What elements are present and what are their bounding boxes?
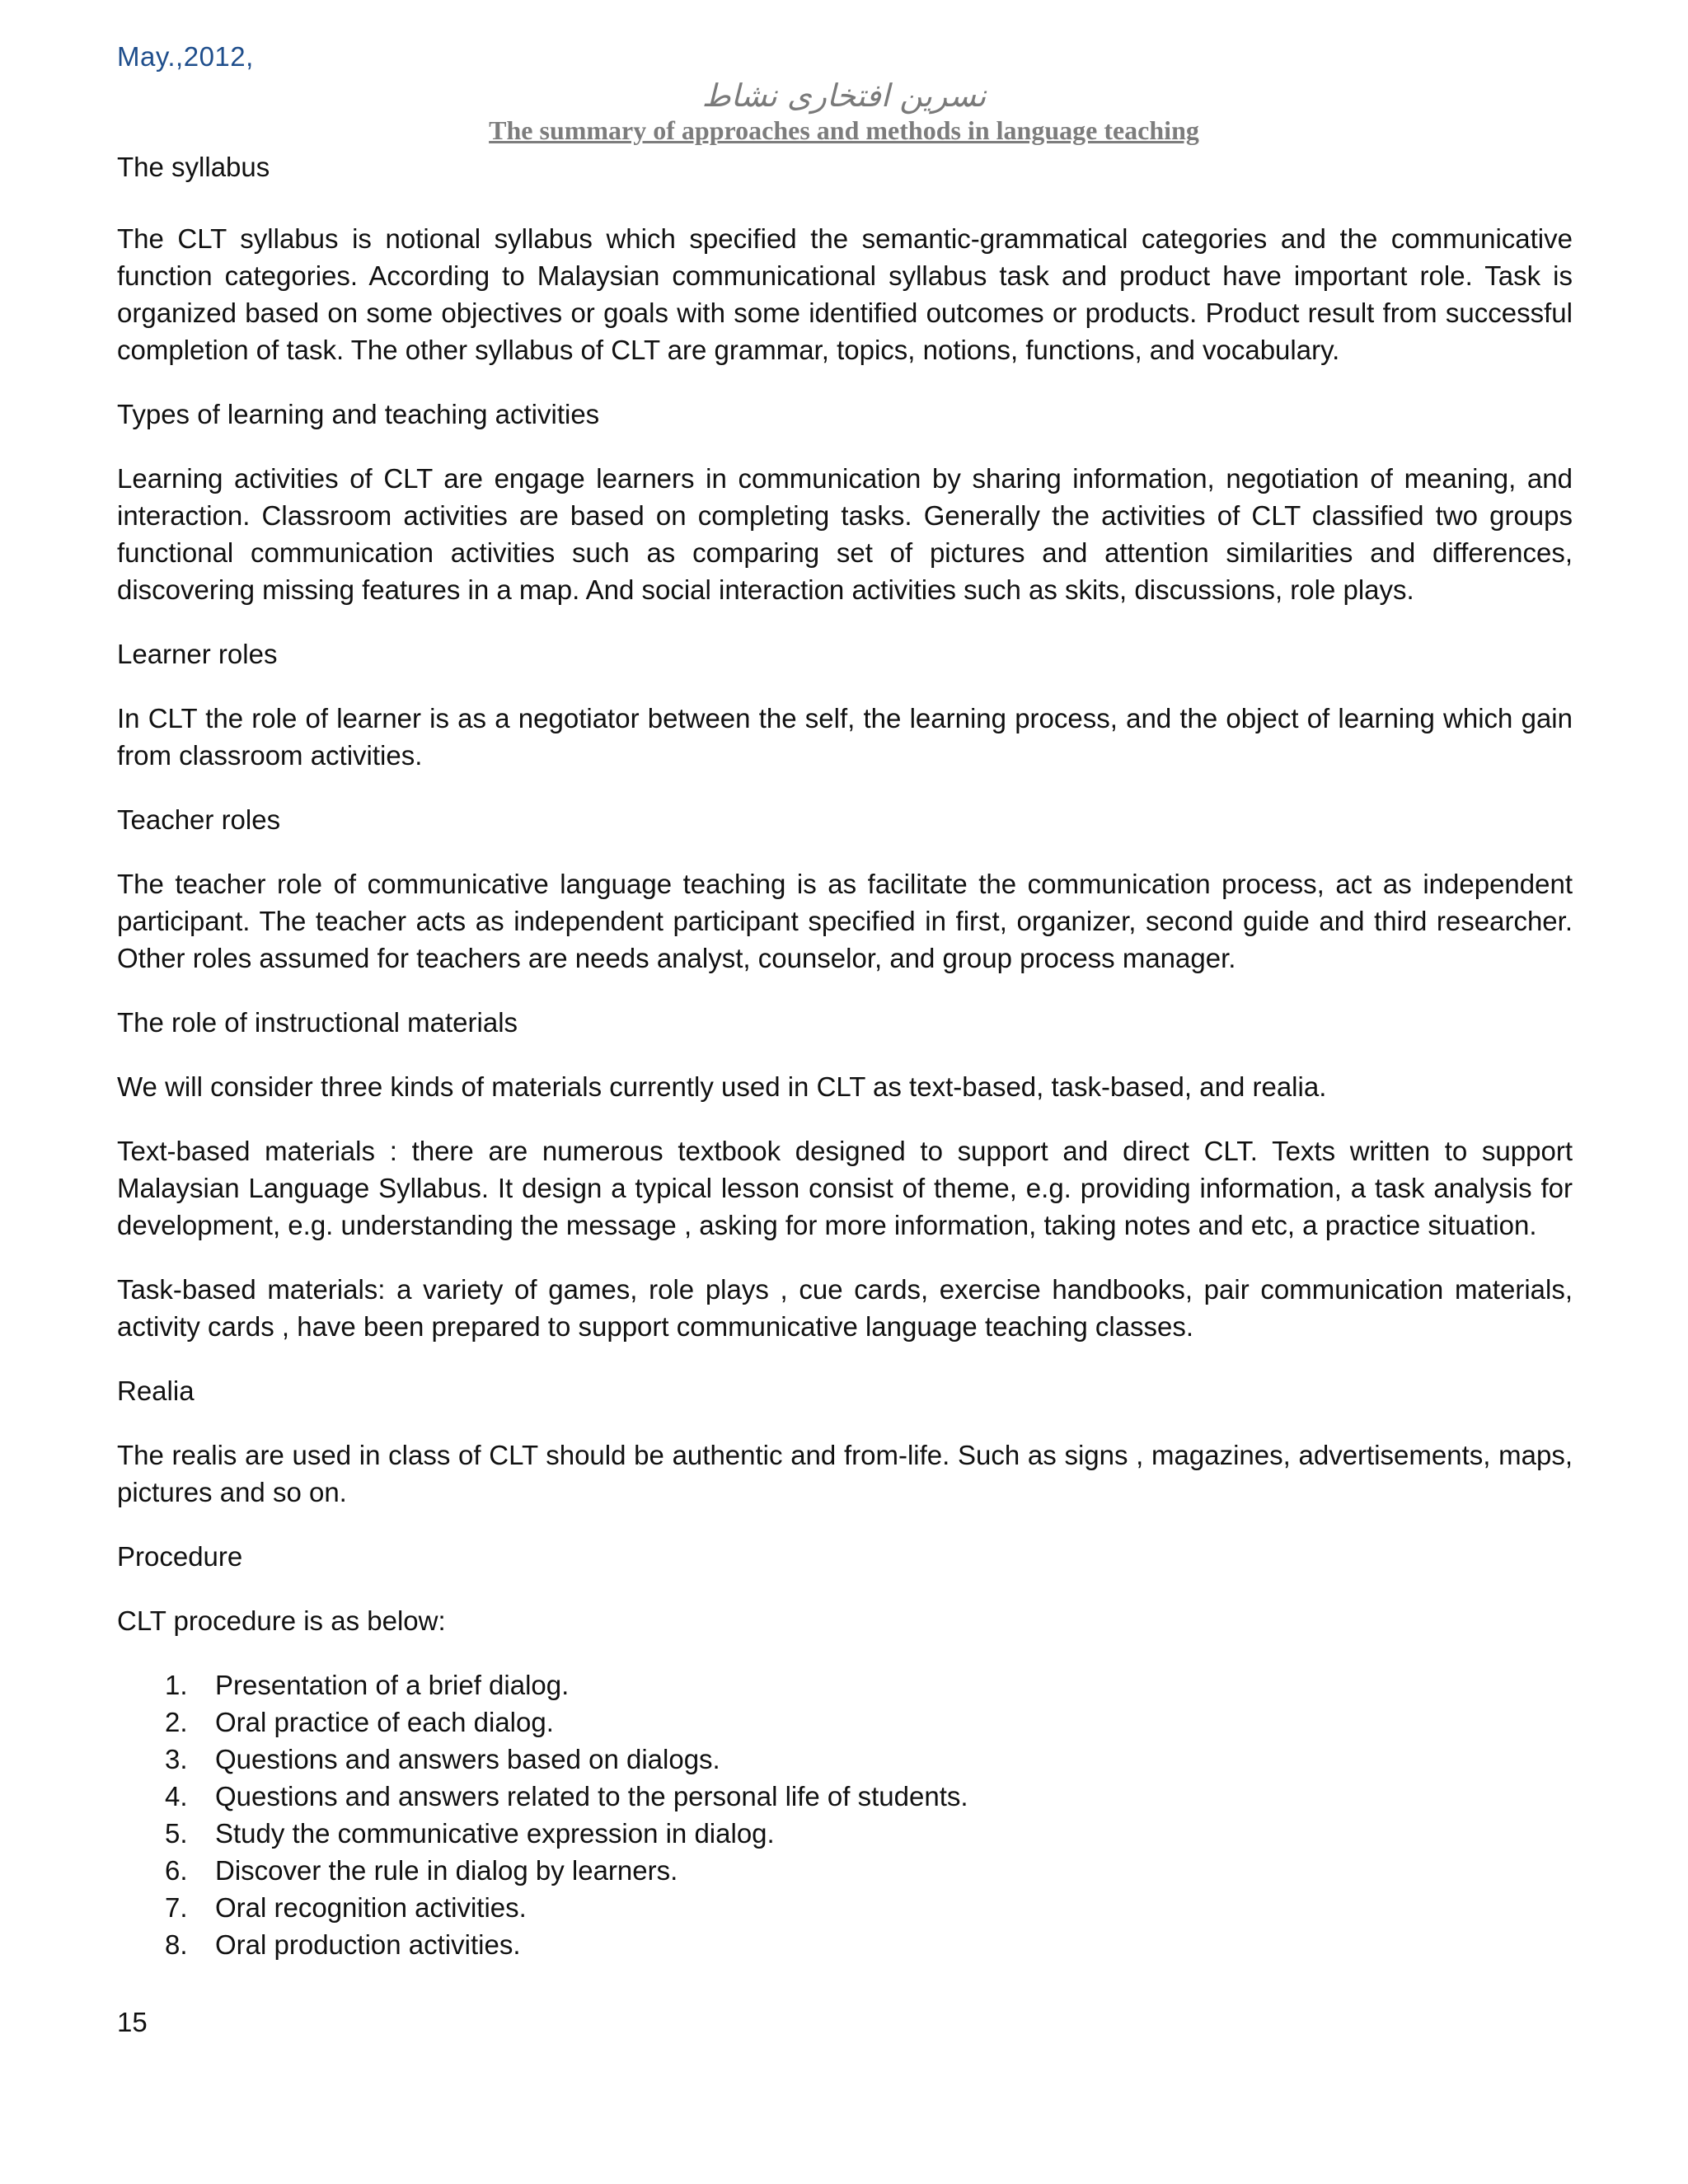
list-item [117,1815,1573,1852]
section-heading-teacher-roles: Teacher roles [117,804,281,835]
section-heading-materials: The role of instructional materials [117,1007,518,1038]
paragraph-materials-intro: We will consider three kinds of materials currently used in CLT as text-based, task-based, and realia. [117,1071,1327,1102]
list-item-text: Questions and answers based on dialogs. [215,1744,720,1774]
list-item-text: Oral practice of each dialog. [215,1707,554,1737]
list-item [117,1666,1573,1704]
list-item [117,1889,1573,1926]
header-date: May.,2012, [117,41,254,72]
list-item [117,1741,1573,1778]
list-item-number: 5. [165,1818,188,1849]
section-heading-activities: Types of learning and teaching activities [117,399,600,429]
list-item-number: 1. [165,1670,188,1700]
paragraph-text-based: Text-based materials : there are numerous textbook designed to support and direct CLT. Texts written to support Malaysian Language Syllabus. It design a typical lesson consist of theme, e.g. providing information, a task analysis for development, e.g. understanding the message , asking for more information, taking notes and etc, a practice situation. [117,1136,1573,1240]
page-number: 15 [117,2007,148,2037]
paragraph-syllabus: The CLT syllabus is notional syllabus which specified the semantic-grammatical categories and the communicative function categories. According to Malaysian communicational syllabus task and product have important role. Task is organized based on some objectives or goals with some identified outcomes or products. Product result from successful completion of task. The other syllabus of CLT are grammar, topics, notions, functions, and vocabulary. [117,223,1573,365]
list-item-text: Oral production activities. [215,1929,521,1960]
paragraph-learner-roles: In CLT the role of learner is as a negotiator between the self, the learning process, and the object of learning which gain from classroom activities. [117,703,1573,771]
list-item [117,1926,1573,1963]
section-heading-realia: Realia [117,1376,195,1406]
list-item-number: 4. [165,1781,188,1811]
list-item-number: 3. [165,1744,188,1774]
list-item-text: Questions and answers related to the personal life of students. [215,1781,968,1811]
section-heading-procedure: Procedure [117,1541,243,1572]
list-item [117,1704,1573,1741]
list-item-text: Oral recognition activities. [215,1892,527,1923]
procedure-list [117,1666,1573,1963]
list-item-number: 6. [165,1855,188,1886]
document-body [117,148,1573,1963]
paragraph-realia: The realis are used in class of CLT should be authentic and from-life. Such as signs , magazines, advertisements, maps, pictures and so on. [117,1440,1573,1507]
list-item-number: 7. [165,1892,188,1923]
list-item [117,1778,1573,1815]
list-item-number: 2. [165,1707,188,1737]
list-item-number: 8. [165,1929,188,1960]
list-item-text: Study the communicative expression in dialog. [215,1818,775,1849]
section-heading-syllabus: The syllabus [117,152,270,182]
list-item [117,1852,1573,1889]
list-item-text: Discover the rule in dialog by learners. [215,1855,678,1886]
paragraph-procedure-intro: CLT procedure is as below: [117,1605,446,1636]
paragraph-teacher-roles: The teacher role of communicative language teaching is as facilitate the communication process, act as independent participant. The teacher acts as independent participant specified in first, organizer, second guide and third researcher. Other roles assumed for teachers are needs analyst, counselor, and group process manager. [117,869,1573,973]
header-author: نسرین افتخاری نشاط [701,77,987,114]
header-title: The summary of approaches and methods in language teaching [489,115,1199,145]
list-item-text: Presentation of a brief dialog. [215,1670,570,1700]
paragraph-task-based: Task-based materials: a variety of games, role plays , cue cards, exercise handbooks, pair communication materials, activity cards , have been prepared to support communicative language teaching classes. [117,1274,1573,1342]
section-heading-learner-roles: Learner roles [117,639,278,669]
paragraph-activities: Learning activities of CLT are engage learners in communication by sharing information, negotiation of meaning, and interaction. Classroom activities are based on completing tasks. Generally the activities of CLT classified two groups functional communication activities such as comparing set of pictures and attention similarities and differences, discovering missing features in a map. And social interaction activities such as skits, discussions, role plays. [117,463,1573,605]
